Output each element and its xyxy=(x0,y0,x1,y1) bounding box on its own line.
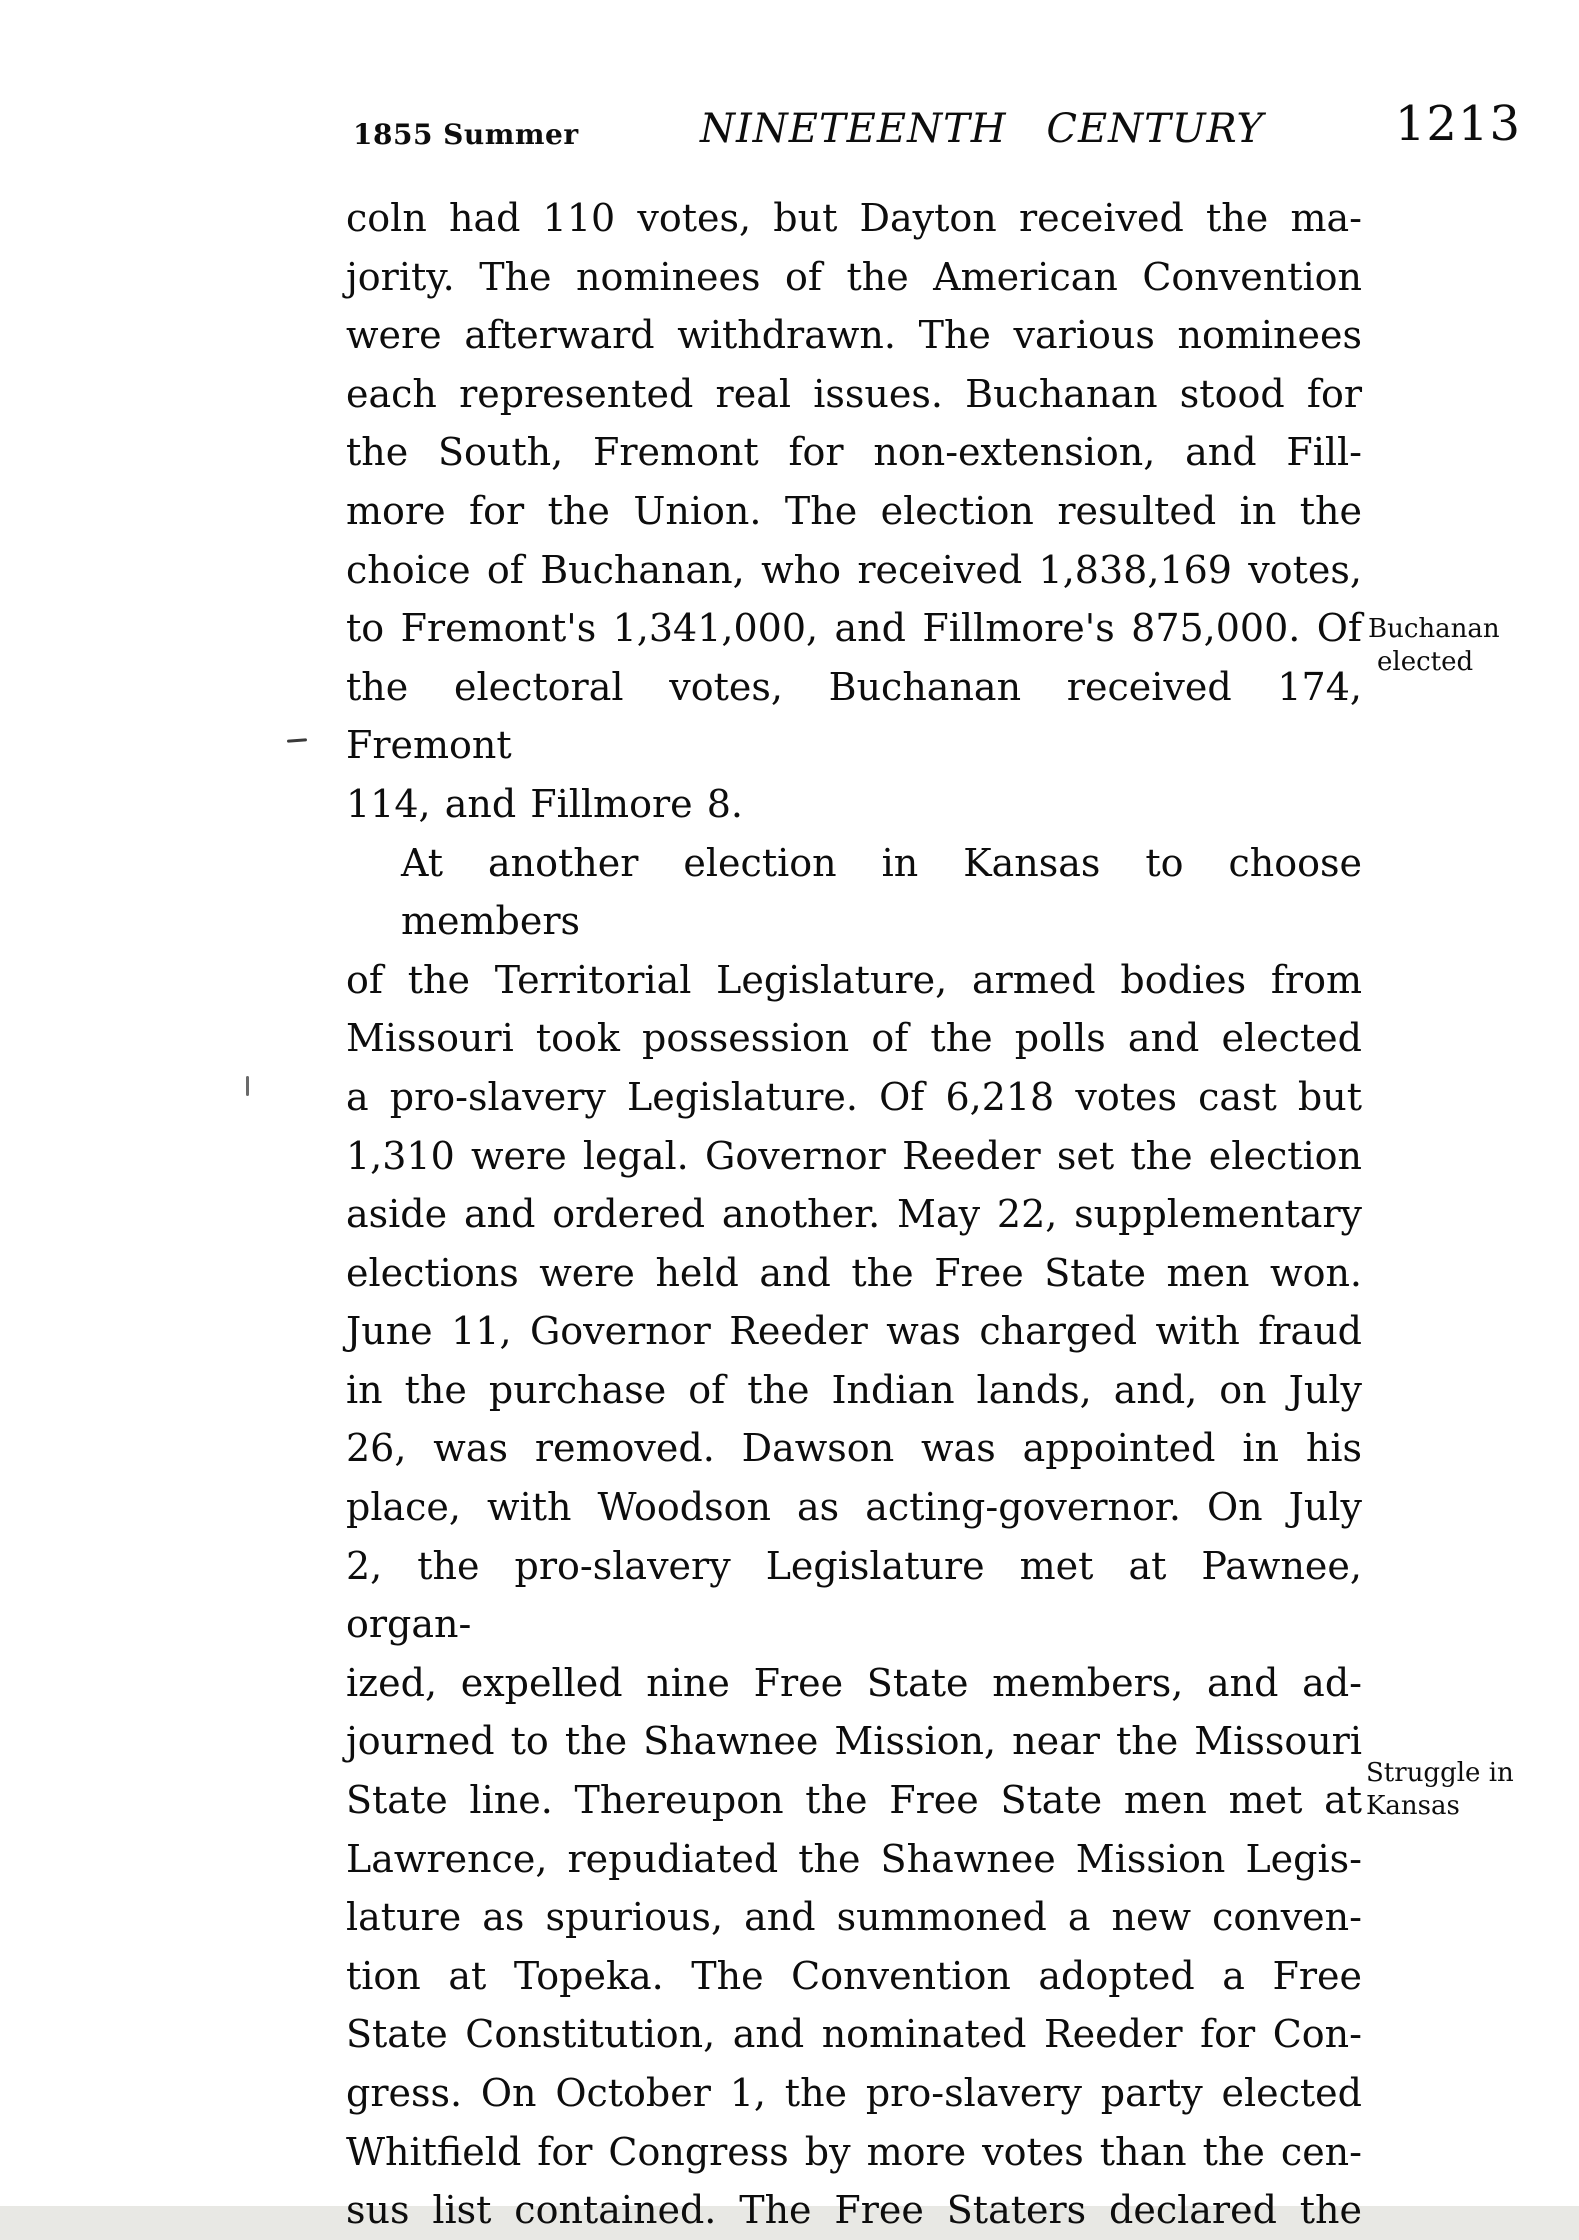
text-line: elections were held and the Free State men won. xyxy=(346,1250,1362,1295)
header-running-title: NINETEENTH CENTURY xyxy=(700,106,1264,152)
text-line: to Fremont's 1,341,000, and Fillmore's 875,000. Of xyxy=(346,606,1362,651)
text-line: State Constitution, and nominated Reeder for Con- xyxy=(346,2012,1362,2057)
text-line: journed to the Shawnee Mission, near the Missouri xyxy=(346,1719,1362,1764)
text-line: 2, the pro-slavery Legislature met at Pawnee, organ- xyxy=(346,1543,1362,1647)
margin-note-line: Kansas xyxy=(1366,1791,1460,1821)
text-line: in the purchase of the Indian lands, and, on July xyxy=(346,1367,1362,1412)
margin-note-line: Struggle in xyxy=(1366,1758,1514,1788)
text-line: 26, was removed. Dawson was appointed in his xyxy=(346,1426,1362,1471)
text-line: 1,310 were legal. Governor Reeder set the election xyxy=(346,1133,1362,1178)
text-line: sus list contained. The Free Staters declared the xyxy=(346,2188,1362,2233)
text-line: Whitfield for Congress by more votes than the cen- xyxy=(346,2129,1362,2174)
text-line: jority. The nominees of the American Convention xyxy=(346,254,1362,299)
text-line: were afterward withdrawn. The various nominees xyxy=(346,313,1362,358)
margin-note-line: Buchanan xyxy=(1368,614,1500,644)
text-line: the electoral votes, Buchanan received 174, Fremont xyxy=(346,664,1362,768)
text-line: choice of Buchanan, who received 1,838,169 votes, xyxy=(346,547,1362,592)
text-line: gress. On October 1, the pro-slavery party elected xyxy=(346,2071,1362,2115)
text-line: lature as spurious, and summoned a new conven- xyxy=(346,1895,1362,1940)
text-line: At another election in Kansas to choose members xyxy=(401,840,1362,944)
text-line: the South, Fremont for non-extension, and Fill- xyxy=(346,430,1362,475)
text-line: place, with Woodson as acting-governor. On July xyxy=(346,1485,1362,1530)
text-line: Lawrence, repudiated the Shawnee Mission Legis- xyxy=(346,1836,1362,1881)
header-date-label: 1855 Summer xyxy=(353,118,579,151)
margin-note-struggle-in-kansas xyxy=(1366,1757,1546,1823)
body-text-block xyxy=(346,189,1362,2240)
text-line: tion at Topeka. The Convention adopted a Free xyxy=(346,1953,1362,1998)
text-line: a pro-slavery Legislature. Of 6,218 votes cast but xyxy=(346,1074,1362,1119)
paragraph-kansas-elections xyxy=(346,834,1362,2240)
text-line: more for the Union. The election resulted in the xyxy=(346,488,1362,533)
text-line: June 11, Governor Reeder was charged with fraud xyxy=(346,1309,1362,1354)
stray-scan-mark-dash xyxy=(287,738,307,742)
text-line: coln had 110 votes, but Dayton received the ma- xyxy=(346,196,1362,240)
stray-scan-mark-tick xyxy=(246,1076,249,1096)
text-line: 114, and Fillmore 8. xyxy=(346,781,743,826)
paragraph-election-results xyxy=(346,189,1362,834)
margin-note-buchanan-elected xyxy=(1368,613,1548,679)
text-line: State line. Thereupon the Free State men met at xyxy=(346,1778,1362,1823)
text-line: aside and ordered another. May 22, supplementary xyxy=(346,1192,1362,1237)
text-line: ized, expelled nine Free State members, and ad- xyxy=(346,1660,1362,1705)
text-line: of the Territorial Legislature, armed bodies from xyxy=(346,957,1362,1002)
text-line: Missouri took possession of the polls and elected xyxy=(346,1016,1362,1061)
text-line: each represented real issues. Buchanan stood for xyxy=(346,371,1362,416)
header-page-number: 1213 xyxy=(1394,96,1521,152)
margin-note-line: elected xyxy=(1377,647,1474,677)
